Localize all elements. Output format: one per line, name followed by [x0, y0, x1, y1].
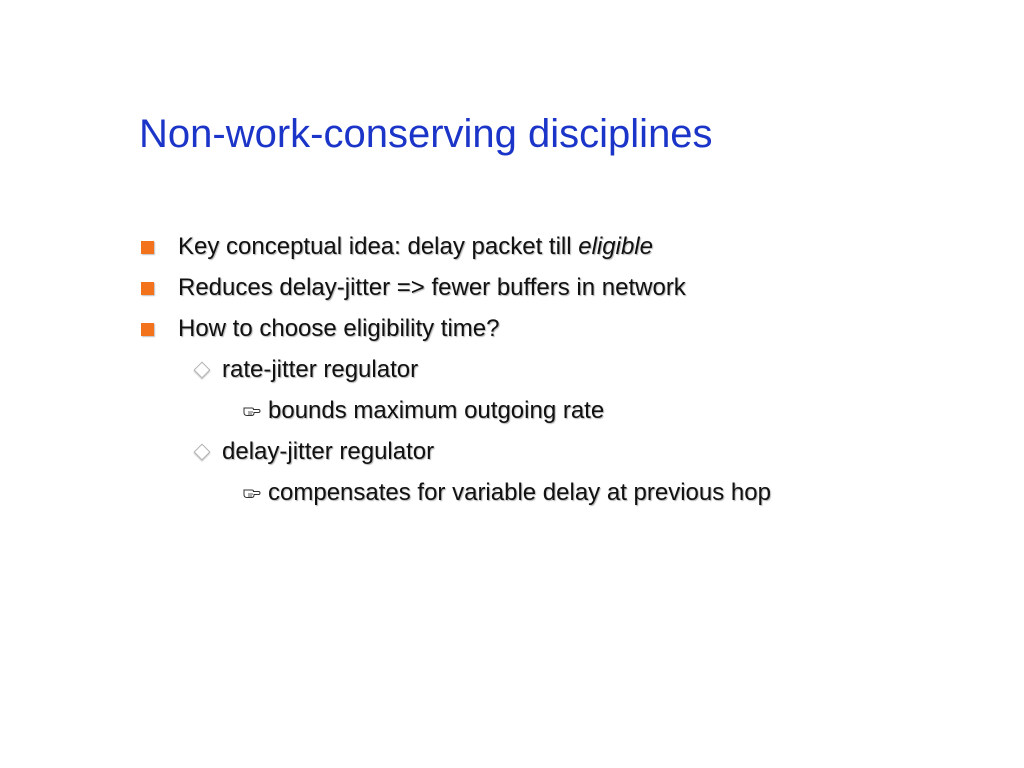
bullet-item	[0, 308, 1024, 349]
square-bullet-icon	[141, 323, 154, 336]
bullet-item	[0, 226, 1024, 267]
slide-title: Non-work-conserving disciplines	[139, 112, 713, 156]
square-bullet-icon	[141, 282, 154, 295]
diamond-bullet-icon	[194, 362, 211, 379]
sub-sub-bullet-text: bounds maximum outgoing rate	[268, 397, 605, 424]
sub-sub-bullet-item	[0, 472, 1024, 513]
bullet-text: Key conceptual idea: delay packet till	[178, 233, 579, 260]
bullet-text: Reduces delay-jitter => fewer buffers in network	[178, 274, 686, 301]
pointing-hand-icon	[243, 403, 261, 417]
sub-bullet-item	[0, 349, 1024, 390]
bullet-item	[0, 267, 1024, 308]
diamond-bullet-icon	[194, 444, 211, 461]
sub-sub-bullet-text: compensates for variable delay at previous hop	[268, 479, 771, 506]
pointing-hand-icon	[243, 485, 261, 499]
bullet-emphasis: eligible	[578, 233, 653, 260]
sub-sub-bullet-item	[0, 390, 1024, 431]
sub-bullet-text: delay-jitter regulator	[222, 438, 435, 465]
bullet-list	[0, 226, 1024, 513]
sub-bullet-text: rate-jitter regulator	[222, 356, 419, 383]
bullet-text: How to choose eligibility time?	[178, 315, 500, 342]
square-bullet-icon	[141, 241, 154, 254]
sub-bullet-item	[0, 431, 1024, 472]
